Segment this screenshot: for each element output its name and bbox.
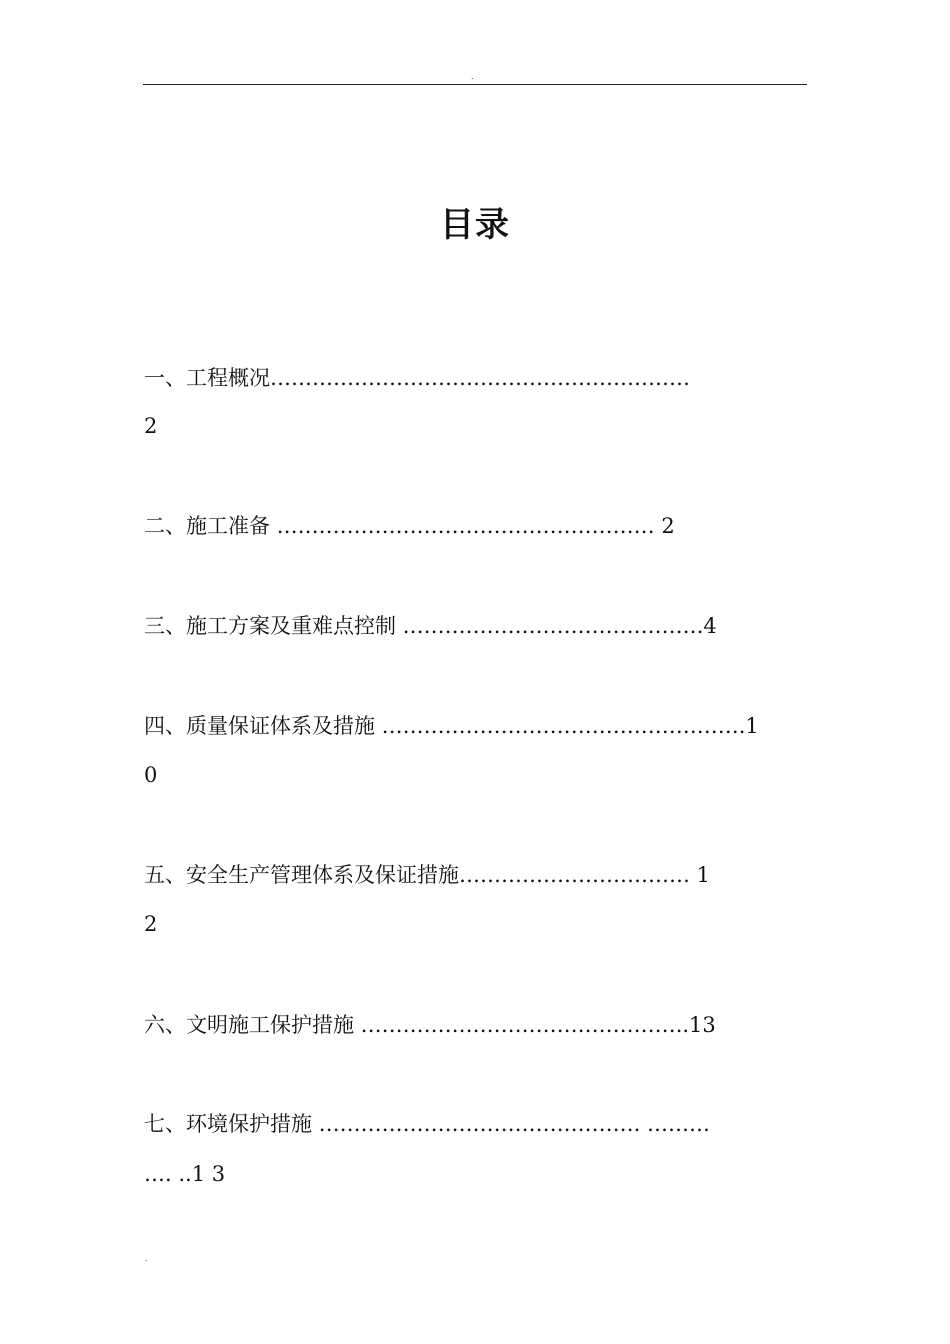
header-rule <box>143 84 807 85</box>
header-mark: . <box>471 72 474 81</box>
toc-entry-leader: …………………………………… <box>396 614 697 638</box>
toc-entry-6[interactable] <box>144 1010 716 1040</box>
toc-entry-2[interactable] <box>144 511 675 541</box>
toc-entry-label: 六、文明施工保护措施 <box>144 1013 354 1037</box>
toc-entry-leader: ……………………………………………… <box>270 514 655 538</box>
toc-entry-label: 四、质量保证体系及措施 <box>144 714 375 738</box>
toc-entry-label: 一、工程概况 <box>144 366 270 390</box>
page-title: 目录 <box>440 205 510 245</box>
toc-entry-page: .1 <box>738 714 759 738</box>
toc-entry-leader: ……………… <box>459 863 585 887</box>
toc-entry-label: 五、安全生产管理体系及保证措施 <box>144 863 459 887</box>
toc-entry-label: 二、施工准备 <box>144 514 270 538</box>
toc-entry-page: .4 <box>696 614 717 638</box>
toc-entry-label: 三、施工方案及重难点控制 <box>144 614 396 638</box>
footer-mark: . <box>145 1254 148 1263</box>
toc-entry-4[interactable] <box>144 711 759 741</box>
toc-entry-leader: ………………………………………. ……… <box>312 1112 711 1136</box>
toc-entry-5[interactable] <box>144 860 710 890</box>
toc-entry-page: …. ..1 3 <box>144 1162 226 1186</box>
toc-entry-leader: ……………………… <box>375 714 571 738</box>
toc-entry-leader: ……………………………………… <box>354 1013 676 1037</box>
toc-entry-label: 七、环境保护措施 <box>144 1112 312 1136</box>
toc-entry-leader: …………………… <box>570 714 739 738</box>
toc-entry-page: 2 <box>654 514 675 538</box>
toc-entry-7[interactable] <box>144 1109 710 1139</box>
toc-entry-3[interactable] <box>144 611 717 641</box>
toc-entry-page: 2 <box>144 414 158 438</box>
toc-entry-leader: …………………………………………………… <box>270 366 690 390</box>
toc-entry-page: 1 <box>690 863 711 887</box>
toc-entry-1[interactable] <box>144 363 690 393</box>
toc-entry-page: 2 <box>144 912 158 936</box>
toc-entry-page: ..13 <box>675 1013 716 1037</box>
toc-entry-leader: …………… <box>585 863 690 887</box>
toc-entry-page: 0 <box>144 763 158 787</box>
